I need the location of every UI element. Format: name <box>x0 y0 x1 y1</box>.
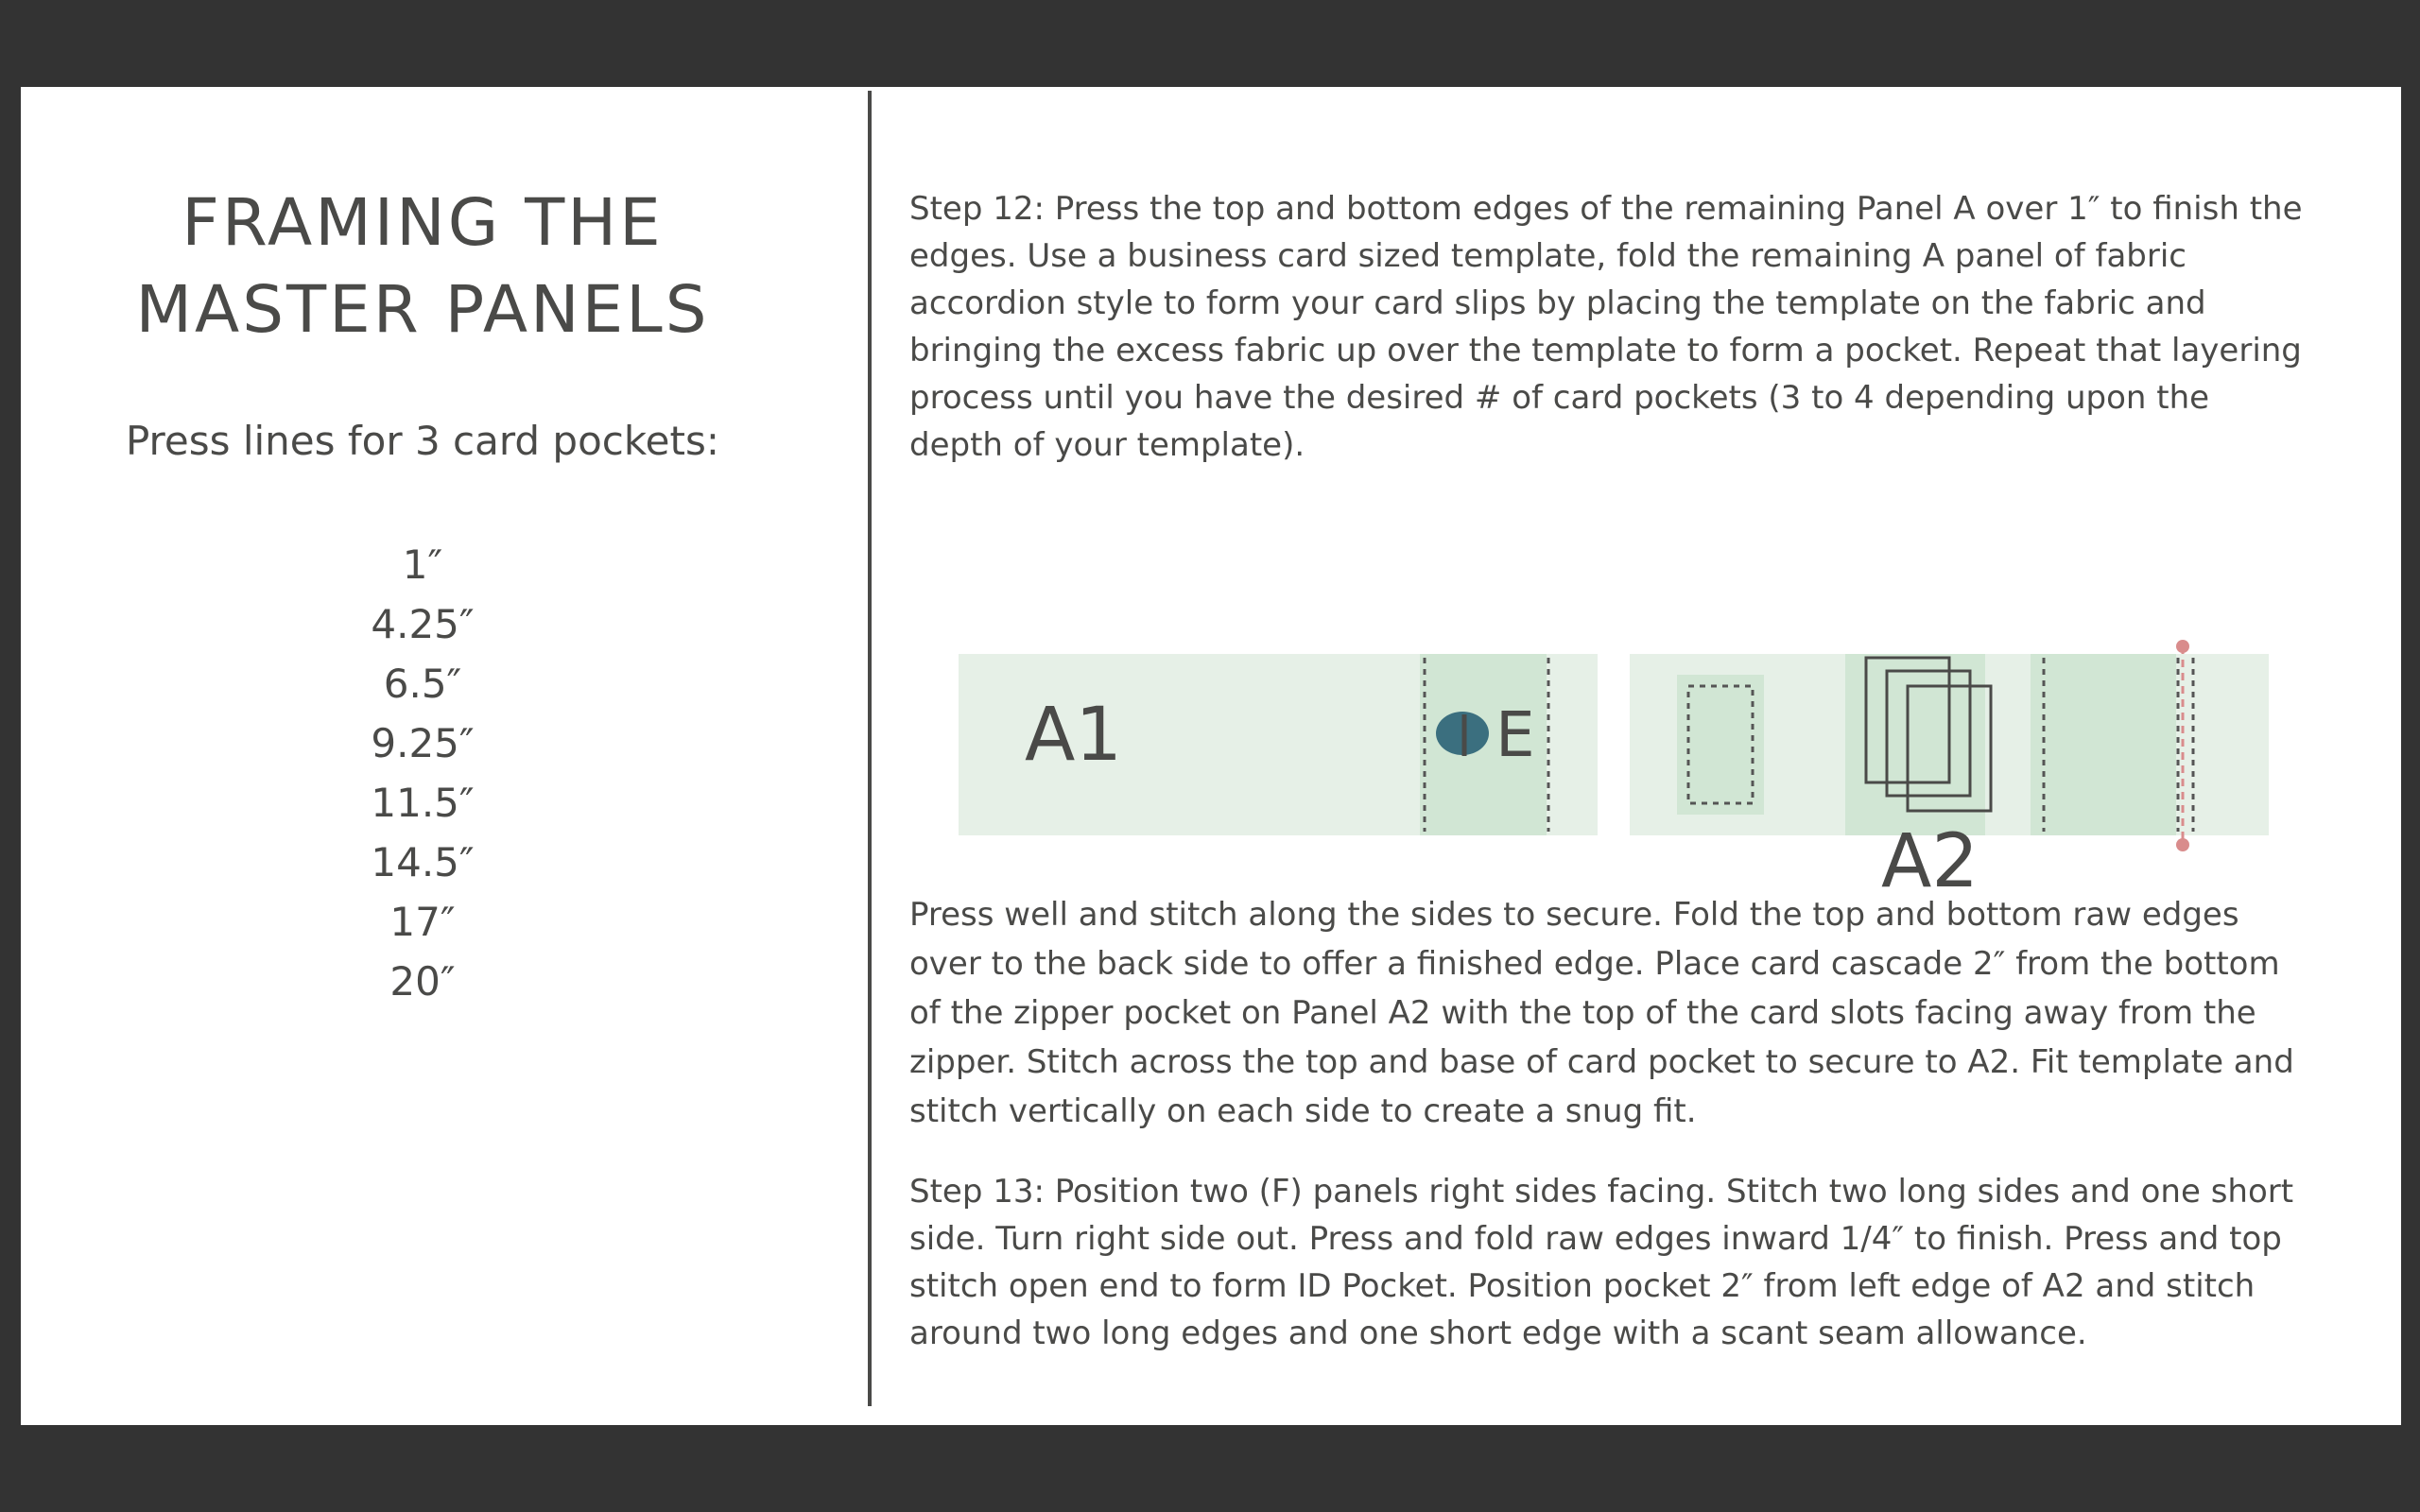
left-column <box>21 87 824 1425</box>
label-e: E <box>1495 698 1535 771</box>
panel-a2-zone <box>2031 654 2176 835</box>
measurement-item: 1″ <box>402 541 443 588</box>
measurement-item: 20″ <box>389 958 456 1005</box>
label-a2: A2 <box>1881 819 1979 900</box>
measurement-item: 9.25″ <box>371 720 475 766</box>
measurement-item: 4.25″ <box>371 601 475 647</box>
measurement-item: 17″ <box>389 899 456 945</box>
step-12-text: Step 12: Press the top and bottom edges of the remaining Panel A over 1″ to finish the edges. Use a business card sized template, fold the remaining A panel of fabric accordion style to form your card slips by placing the template on the fabric and bringing the excess fabric up over the template to form a pocket. Repeat that layering process until you have the desired # of card pockets (3 to 4 depending upon the depth of your template). <box>909 190 2303 464</box>
measurement-item: 14.5″ <box>371 839 475 885</box>
page-title <box>21 180 824 353</box>
panel-diagram <box>909 588 2280 900</box>
measurement-item: 11.5″ <box>371 780 475 826</box>
fold-marker <box>2176 838 2189 851</box>
fold-marker <box>2176 640 2189 653</box>
column-divider <box>868 91 872 1406</box>
title-line-2: MASTER PANELS <box>135 272 710 348</box>
press-lines-subtitle: Press lines for 3 card pockets: <box>125 418 720 464</box>
measurement-list <box>21 535 824 1011</box>
press-stitch-text: Press well and stitch along the sides to secure. Fold the top and bottom raw edges over to the back side to offer a finished edge. Place card cascade 2″ from the bottom of the zipper pocket on Panel A2 with the top of the card slots facing away from the zipper. Stitch across the top and base of card pocket to secure to A2. Fit template and stitch vertically on each side to create a snug fit. <box>909 896 2294 1130</box>
step-13-text: Step 13: Position two (F) panels right sides facing. Stitch two long sides and one short side. Turn right side out. Press and fold raw edges inward 1/4″ to finish. Press and top stitch open end to form ID Pocket. Position pocket 2″ from left edge of A2 and stitch around two long edges and one short edge with a scant seam allowance. <box>909 1173 2294 1352</box>
title-line-1: FRAMING THE <box>182 185 664 261</box>
label-a1: A1 <box>1025 693 1122 778</box>
id-pocket <box>1677 675 1764 815</box>
document-page <box>21 87 2401 1425</box>
measurement-item: 6.5″ <box>383 661 462 707</box>
